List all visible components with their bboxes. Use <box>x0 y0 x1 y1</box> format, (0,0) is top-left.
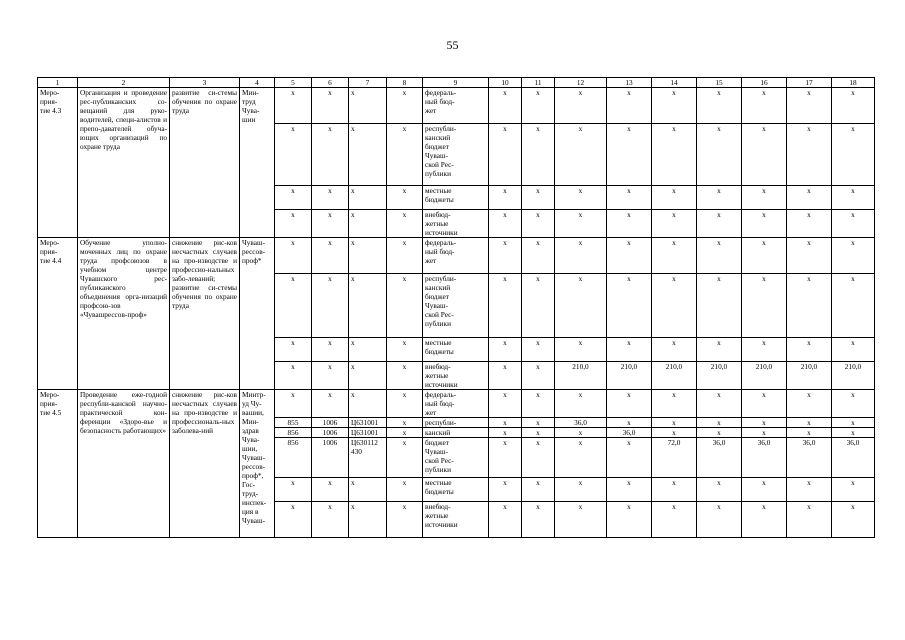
year-value-15: x <box>697 502 742 538</box>
year-value-12: x <box>555 338 607 362</box>
header-cell-15: 15 <box>697 78 742 88</box>
grbs-code: 856 <box>275 428 312 438</box>
year-value-14: 72,0 <box>652 438 697 478</box>
funding-source: республи- <box>423 418 489 428</box>
target-article-code: Ц630112 430 <box>349 438 387 478</box>
header-cell-16: 16 <box>742 78 787 88</box>
expense-type-code: x <box>387 390 423 418</box>
year-value-18: x <box>832 210 875 238</box>
year-value-14: x <box>652 210 697 238</box>
grbs-code: x <box>275 186 312 210</box>
expense-type-code: x <box>387 362 423 390</box>
year-value-13: x <box>607 338 652 362</box>
expense-type-code: x <box>387 478 423 502</box>
year-value-12: x <box>555 438 607 478</box>
expense-type-code: x <box>387 418 423 428</box>
page-number: 55 <box>446 38 459 52</box>
header-cell-6: 6 <box>312 78 349 88</box>
year-value-10: x <box>489 390 522 418</box>
year-value-14: x <box>652 418 697 428</box>
section-code: x <box>312 186 349 210</box>
year-value-16: x <box>742 238 787 274</box>
year-value-15: x <box>697 274 742 338</box>
year-value-10: x <box>489 274 522 338</box>
year-value-11: x <box>522 362 555 390</box>
header-cell-9: 9 <box>423 78 489 88</box>
funding-source: федераль- ный бюд- жет <box>423 238 489 274</box>
header-cell-5: 5 <box>275 78 312 88</box>
year-value-13: x <box>607 438 652 478</box>
year-value-12: x <box>555 186 607 210</box>
year-value-10: x <box>489 210 522 238</box>
year-value-17: x <box>787 210 832 238</box>
measure-title: Организация и проведение рес-публиканских со-вещаний для руко-водителей, специ-алистов и препо-давателей обуча-ющих организаций по охране труда <box>78 88 170 238</box>
header-cell-13: 13 <box>607 78 652 88</box>
grbs-code: x <box>275 338 312 362</box>
target-article-code: x <box>349 124 387 186</box>
year-value-16: x <box>742 390 787 418</box>
year-value-18: 210,0 <box>832 362 875 390</box>
target-article-code: x <box>349 338 387 362</box>
year-value-15: x <box>697 210 742 238</box>
funding-source: федераль- ный бюд- жет <box>423 390 489 418</box>
responsible-executor: Минтр- уд Чу- вашии, Мин- здрав Чува- шии, Чуваш- рессов- проф*, Гос- труд- инспек- ция в Чуваш- <box>240 390 275 538</box>
year-value-14: x <box>652 390 697 418</box>
year-value-11: x <box>522 210 555 238</box>
section-code: 1006 <box>312 418 349 428</box>
section-code: x <box>312 338 349 362</box>
header-cell-4: 4 <box>240 78 275 88</box>
year-value-10: x <box>489 238 522 274</box>
header-cell-1: 1 <box>38 78 78 88</box>
table-row <box>38 238 875 274</box>
funding-source: канский <box>423 428 489 438</box>
year-value-16: x <box>742 124 787 186</box>
year-value-16: x <box>742 338 787 362</box>
table-row <box>38 390 875 418</box>
expense-type-code: x <box>387 186 423 210</box>
section-code: 1006 <box>312 438 349 478</box>
year-value-14: x <box>652 428 697 438</box>
expense-type-code: x <box>387 238 423 274</box>
year-value-16: x <box>742 186 787 210</box>
measure-title: Проведение еже-годной республи-канской научно-практической кон-ференции «Здоро-вье и безопасность работающих» <box>78 390 170 538</box>
year-value-14: x <box>652 274 697 338</box>
year-value-10: x <box>489 418 522 428</box>
year-value-17: x <box>787 88 832 124</box>
year-value-13: x <box>607 210 652 238</box>
year-value-13: 36,0 <box>607 428 652 438</box>
header-cell-10: 10 <box>489 78 522 88</box>
year-value-16: x <box>742 88 787 124</box>
year-value-12: x <box>555 478 607 502</box>
budget-table <box>37 77 875 538</box>
year-value-11: x <box>522 478 555 502</box>
year-value-13: x <box>607 238 652 274</box>
measure-number: Меро- прия- тие 4.4 <box>38 238 78 390</box>
header-row <box>38 78 875 88</box>
grbs-code: x <box>275 478 312 502</box>
year-value-11: x <box>522 502 555 538</box>
year-value-15: x <box>697 428 742 438</box>
target-article-code: x <box>349 478 387 502</box>
year-value-11: x <box>522 88 555 124</box>
year-value-10: x <box>489 428 522 438</box>
funding-source: местные бюджеты <box>423 478 489 502</box>
section-code: x <box>312 238 349 274</box>
year-value-16: 36,0 <box>742 438 787 478</box>
year-value-12: x <box>555 210 607 238</box>
year-value-12: x <box>555 124 607 186</box>
header-cell-3: 3 <box>170 78 240 88</box>
year-value-11: x <box>522 274 555 338</box>
year-value-17: 210,0 <box>787 362 832 390</box>
expense-type-code: x <box>387 274 423 338</box>
header-cell-11: 11 <box>522 78 555 88</box>
expected-result: снижение рис-ков несчастных случаев на про-изводстве и профессио-нальных забо-леваний; развитие си-стемы обучения по охране труда <box>170 238 240 390</box>
year-value-13: x <box>607 502 652 538</box>
year-value-10: x <box>489 338 522 362</box>
year-value-17: x <box>787 124 832 186</box>
year-value-11: x <box>522 438 555 478</box>
year-value-17: x <box>787 478 832 502</box>
funding-source: бюджет Чуваш- ской Рес- публики <box>423 438 489 478</box>
expected-result: развитие си-стемы обучения по охране труда <box>170 88 240 238</box>
year-value-15: x <box>697 186 742 210</box>
year-value-10: x <box>489 362 522 390</box>
target-article-code: x <box>349 390 387 418</box>
target-article-code: Ц631001 <box>349 428 387 438</box>
year-value-15: 36,0 <box>697 438 742 478</box>
year-value-14: x <box>652 186 697 210</box>
year-value-10: x <box>489 186 522 210</box>
year-value-11: x <box>522 338 555 362</box>
expense-type-code: x <box>387 502 423 538</box>
section-code: 1006 <box>312 428 349 438</box>
year-value-13: x <box>607 186 652 210</box>
year-value-15: x <box>697 418 742 428</box>
year-value-18: x <box>832 390 875 418</box>
year-value-13: x <box>607 418 652 428</box>
year-value-17: x <box>787 238 832 274</box>
year-value-12: x <box>555 274 607 338</box>
funding-source: федераль- ный бюд- жет <box>423 88 489 124</box>
year-value-15: x <box>697 238 742 274</box>
year-value-15: 210,0 <box>697 362 742 390</box>
grbs-code: x <box>275 274 312 338</box>
funding-source: местные бюджеты <box>423 186 489 210</box>
grbs-code: x <box>275 502 312 538</box>
year-value-18: x <box>832 186 875 210</box>
year-value-12: x <box>555 390 607 418</box>
header-cell-12: 12 <box>555 78 607 88</box>
target-article-code: x <box>349 238 387 274</box>
funding-source: внебюд- жетные источники <box>423 362 489 390</box>
grbs-code: x <box>275 124 312 186</box>
expense-type-code: x <box>387 124 423 186</box>
header-cell-2: 2 <box>78 78 170 88</box>
year-value-15: x <box>697 478 742 502</box>
year-value-17: x <box>787 390 832 418</box>
year-value-12: 36,0 <box>555 418 607 428</box>
target-article-code: x <box>349 210 387 238</box>
grbs-code: x <box>275 390 312 418</box>
header-cell-7: 7 <box>349 78 387 88</box>
year-value-11: x <box>522 186 555 210</box>
expense-type-code: x <box>387 338 423 362</box>
expense-type-code: x <box>387 88 423 124</box>
target-article-code: Ц631001 <box>349 418 387 428</box>
year-value-14: x <box>652 238 697 274</box>
year-value-18: x <box>832 124 875 186</box>
header-cell-18: 18 <box>832 78 875 88</box>
year-value-18: x <box>832 418 875 428</box>
year-value-14: x <box>652 124 697 186</box>
year-value-11: x <box>522 428 555 438</box>
funding-source: внебюд- жетные источники <box>423 502 489 538</box>
year-value-11: x <box>522 238 555 274</box>
responsible-executor: Мин- труд Чува- шии <box>240 88 275 238</box>
responsible-executor: Чуваш- рессов- проф* <box>240 238 275 390</box>
year-value-16: x <box>742 274 787 338</box>
section-code: x <box>312 88 349 124</box>
year-value-13: x <box>607 88 652 124</box>
year-value-14: x <box>652 338 697 362</box>
header-cell-8: 8 <box>387 78 423 88</box>
year-value-17: x <box>787 418 832 428</box>
header-cell-14: 14 <box>652 78 697 88</box>
section-code: x <box>312 502 349 538</box>
year-value-18: x <box>832 274 875 338</box>
section-code: x <box>312 124 349 186</box>
grbs-code: x <box>275 362 312 390</box>
year-value-18: 36,0 <box>832 438 875 478</box>
grbs-code: 856 <box>275 438 312 478</box>
year-value-12: x <box>555 502 607 538</box>
measure-number: Меро- прия- тие 4.5 <box>38 390 78 538</box>
year-value-16: x <box>742 502 787 538</box>
grbs-code: x <box>275 210 312 238</box>
grbs-code: x <box>275 238 312 274</box>
year-value-12: x <box>555 428 607 438</box>
year-value-14: 210,0 <box>652 362 697 390</box>
year-value-18: x <box>832 238 875 274</box>
table-body <box>38 78 875 538</box>
year-value-10: x <box>489 478 522 502</box>
section-code: x <box>312 362 349 390</box>
header-cell-17: 17 <box>787 78 832 88</box>
year-value-14: x <box>652 478 697 502</box>
year-value-14: x <box>652 88 697 124</box>
year-value-13: x <box>607 478 652 502</box>
year-value-12: x <box>555 238 607 274</box>
expected-result: снижение рис-ков несчастных случаев на про-изводстве и профессиональ-ных заболева-ний <box>170 390 240 538</box>
funding-source: местные бюджеты <box>423 338 489 362</box>
expense-type-code: x <box>387 438 423 478</box>
year-value-10: x <box>489 88 522 124</box>
year-value-18: x <box>832 502 875 538</box>
year-value-11: x <box>522 418 555 428</box>
year-value-18: x <box>832 338 875 362</box>
section-code: x <box>312 478 349 502</box>
expense-type-code: x <box>387 210 423 238</box>
year-value-13: x <box>607 124 652 186</box>
year-value-17: x <box>787 186 832 210</box>
year-value-17: x <box>787 338 832 362</box>
year-value-18: x <box>832 88 875 124</box>
year-value-13: x <box>607 390 652 418</box>
year-value-17: x <box>787 428 832 438</box>
year-value-16: x <box>742 428 787 438</box>
measure-title: Обучение уполно-моченных лиц по охране труда профсоюзов в учебном центре Чувашского рес-публиканского объединения орга-низаций профсою-зов «Чувашрессов-проф» <box>78 238 170 390</box>
expense-type-code: x <box>387 428 423 438</box>
year-value-16: 210,0 <box>742 362 787 390</box>
grbs-code: x <box>275 88 312 124</box>
year-value-10: x <box>489 502 522 538</box>
year-value-18: x <box>832 478 875 502</box>
target-article-code: x <box>349 362 387 390</box>
year-value-17: x <box>787 274 832 338</box>
year-value-16: x <box>742 418 787 428</box>
year-value-15: x <box>697 88 742 124</box>
year-value-12: 210,0 <box>555 362 607 390</box>
year-value-10: x <box>489 438 522 478</box>
year-value-15: x <box>697 338 742 362</box>
year-value-18: x <box>832 428 875 438</box>
target-article-code: x <box>349 186 387 210</box>
target-article-code: x <box>349 88 387 124</box>
year-value-16: x <box>742 478 787 502</box>
year-value-16: x <box>742 210 787 238</box>
year-value-15: x <box>697 390 742 418</box>
table-row <box>38 88 875 124</box>
year-value-13: x <box>607 274 652 338</box>
year-value-15: x <box>697 124 742 186</box>
target-article-code: x <box>349 274 387 338</box>
year-value-17: x <box>787 502 832 538</box>
funding-source: внебюд- жетные источники <box>423 210 489 238</box>
year-value-10: x <box>489 124 522 186</box>
year-value-14: x <box>652 502 697 538</box>
target-article-code: x <box>349 502 387 538</box>
measure-number: Меро- прия- тие 4.3 <box>38 88 78 238</box>
section-code: x <box>312 274 349 338</box>
year-value-17: 36,0 <box>787 438 832 478</box>
funding-source: республи- канский бюджет Чуваш- ской Рес- публики <box>423 124 489 186</box>
year-value-11: x <box>522 390 555 418</box>
section-code: x <box>312 210 349 238</box>
funding-source: республи- канский бюджет Чуваш- ской Рес- публики <box>423 274 489 338</box>
grbs-code: 855 <box>275 418 312 428</box>
year-value-11: x <box>522 124 555 186</box>
year-value-13: 210,0 <box>607 362 652 390</box>
section-code: x <box>312 390 349 418</box>
year-value-12: x <box>555 88 607 124</box>
